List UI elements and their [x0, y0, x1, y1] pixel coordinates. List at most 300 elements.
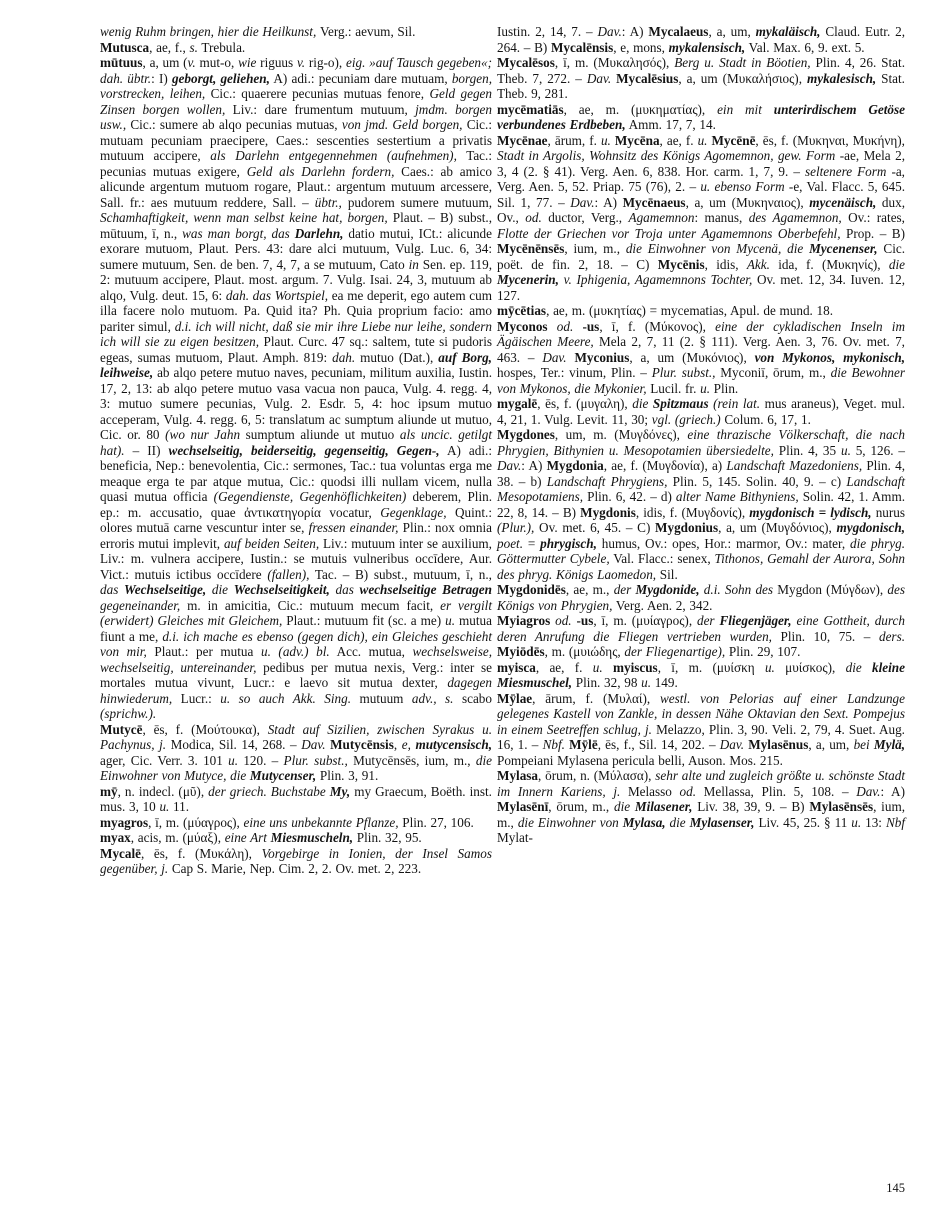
text-run: v.: [296, 55, 306, 70]
text-run: was man borgt, das: [182, 225, 295, 241]
text-run: Milasener,: [634, 799, 693, 814]
text-run: Acc. mutua,: [329, 644, 413, 659]
text-run: Plin.: [709, 380, 739, 396]
dictionary-entry: [100, 722, 492, 784]
text-run: als Darlehn entgegennehmen (aufnehmen),: [210, 148, 457, 163]
text-run: u.: [700, 380, 710, 396]
text-run: Lucr.:: [172, 690, 221, 706]
text-run: ager, Cic. Verr. 3. 101: [100, 752, 229, 768]
text-run: seltenere Form: [804, 163, 887, 179]
text-run: dah. das Wortspiel,: [225, 287, 329, 303]
text-run: : A): [594, 194, 623, 210]
text-run: Mȳlē: [569, 737, 598, 752]
text-run: -us: [582, 318, 600, 334]
text-run: Mycenerin,: [497, 272, 559, 287]
text-run: Dav.: [719, 737, 745, 752]
text-run: Landschaft Mazedoniens,: [726, 458, 863, 473]
dictionary-entry: [497, 660, 905, 691]
text-run: Mylasenser,: [689, 814, 755, 830]
text-run: Mela 2, 7, 11 (2. § 111). Verg. Aen. 3, 76. Ov. met. 7, 463. –: [497, 334, 905, 365]
text-run: Mygdonide,: [635, 582, 700, 597]
text-run: , um, m. (Μυγδόνες),: [554, 427, 688, 442]
text-run: Verg.: aevum, Sil.: [319, 24, 416, 39]
text-run: Lucil. fr.: [646, 380, 701, 396]
text-run: Liv.: mutuum inter se auxilium, Liv.: m. vulnera accipere, Iustin.: se mutuis vulneribus occīdere, Aur. Vict.: mutuis ictibus occīdere: [100, 535, 492, 582]
dictionary-entry: [100, 784, 492, 815]
text-run: : A): [621, 24, 649, 39]
text-run: wechselseitige Betragen: [359, 582, 492, 597]
text-run: , ēs, f. (Μυκάλη),: [141, 845, 262, 861]
text-run: u.: [840, 442, 851, 458]
text-run: mus araneus), Veget. mul. 4, 21, 1. Vulg. Levit. 11, 30;: [497, 396, 905, 427]
text-run: myiscus: [612, 659, 658, 675]
text-run: die phryg. Göttermutter Cybele,: [497, 535, 906, 566]
text-run: Cic.: mutuam pecuniam praecipere, Caes.: sescenties sestertium a privatis mutuum accipere,: [100, 117, 492, 163]
text-run: d.i. Sohn des: [699, 582, 778, 597]
text-run: Mutycenser,: [249, 768, 317, 783]
text-run: die Einwohner von Mutyce, die: [100, 752, 492, 783]
text-run: mygdonisch = lydisch,: [749, 504, 872, 520]
text-run: Amm. 17, 7, 14.: [625, 117, 716, 132]
text-run: phrygisch,: [540, 535, 597, 551]
text-run: Ov.: rates,: [841, 210, 905, 225]
text-run: wechselsweise, wechselseitig, untereinander,: [100, 644, 492, 675]
text-run: u.: [600, 132, 611, 148]
text-run: Mycēnis: [657, 256, 705, 272]
text-run: , ōrum, n. (Μύλασα),: [538, 768, 656, 783]
text-run: Trebula.: [197, 39, 246, 55]
text-run: pedibus per mutua nexis, Verg.: inter se mortales mutua vivunt, Lucr.: e laevo sit mutua dexter,: [100, 659, 492, 690]
text-run: Myconiī, ōrum, m.,: [715, 365, 831, 380]
text-run: Dav.: [856, 783, 881, 799]
text-run: Mylä,: [873, 737, 906, 752]
text-run: Myiagros: [497, 613, 551, 628]
text-run: , ēs, f. (Μυκηναι, Μυκήνη),: [755, 132, 905, 148]
text-run: gegeneinander,: [100, 597, 181, 613]
text-run: Caes.: ab amico alicunde argentum mutuom rogare, Plaut.: argentum mutuum arcessere, Sall. fr.: aes mutuum reddere, Sall. –: [100, 163, 493, 210]
text-run: Mylasēnsēs: [809, 799, 874, 814]
text-run: Plaut. – B) subst., mūtuum, ī, n.,: [100, 210, 492, 241]
text-run: , idis,: [704, 256, 747, 272]
text-run: Gegenklage,: [380, 504, 447, 520]
text-run: Landschaft Mesopotamiens,: [497, 473, 905, 504]
text-run: -us: [576, 613, 594, 628]
text-run: Val. Max. 6, 9. ext. 5.: [745, 39, 865, 55]
text-run: Val. Flacc.: senex,: [609, 551, 715, 566]
text-run: u.: [592, 659, 603, 675]
dictionary-entry: [497, 319, 905, 397]
dictionary-entry: [497, 303, 905, 319]
text-run: scabo: [453, 690, 492, 706]
text-run: Tac.: pecunias mutuas exigere,: [100, 148, 492, 179]
text-run: Plin. 4, 26. Stat. Theb. 7, 272. –: [497, 55, 905, 86]
text-run: eine der cykladischen Inseln im Ägäischen Meere,: [497, 318, 905, 349]
text-run: od.: [556, 318, 574, 334]
text-run: rig-o),: [305, 55, 346, 70]
text-run: e,: [401, 737, 411, 752]
dictionary-entry: [497, 427, 905, 582]
dictionary-entry: [100, 846, 492, 877]
text-run: westl. von Pelorias auf einer Landzunge gelegenes Kastell von Zankle, in dessen Nähe Oktavian den Sext. Pompejus in einem Seetreffen schlug, j.: [497, 690, 905, 737]
text-run: Quint.: olores mutuā carne vescuntur inter se,: [100, 504, 492, 535]
dictionary-entry: [100, 24, 492, 40]
text-run: -a, Verg. Aen. 5, 52. Priap. 75 (76), 2. –: [497, 163, 905, 194]
text-run: 5, 126. –: [850, 442, 905, 458]
text-run: auf beiden Seiten,: [223, 535, 320, 551]
text-run: , ae, f. (Μυγδονία), a): [603, 458, 727, 473]
text-run: Mylat-: [497, 830, 533, 845]
text-run: Plin. 5, 145. Solin. 40, 9. – c): [667, 473, 847, 489]
text-run: , ium, m.,: [564, 241, 626, 256]
text-run: , ēs, f. (μυγαλη),: [537, 396, 633, 411]
text-run: od.: [525, 210, 542, 225]
text-run: , ae, m. (μυκητίας) = mycematias, Apul. de mund. 18.: [546, 303, 834, 318]
text-run: u.: [445, 613, 455, 628]
text-run: wenig Ruhm bringen, hier die Heilkunst,: [100, 24, 320, 39]
text-run: A) adi.: pecuniam dare mutuam,: [269, 70, 452, 86]
text-run: dah.: [332, 349, 356, 365]
text-run: eig. »auf Tausch gegeben«; dah. übtr.: [100, 55, 492, 86]
text-run: d.i. ich will nicht, daß sie mir ihre Liebe nur leihe, sondern ich will sie zu eigen besitzen,: [100, 318, 492, 349]
text-run: Colum. 6, 17, 1.: [720, 411, 811, 427]
text-run: m. in amicitia, Cic.: mutuum mecum facit,: [180, 597, 441, 613]
text-run: , ēs, f. (Μούτουκα),: [142, 721, 268, 737]
text-run: Berg u. Stadt in Böotien,: [674, 55, 811, 70]
text-run: (Gegendienste, Gegenhöflichkeiten): [213, 489, 407, 504]
text-run: ders.: [878, 628, 905, 644]
text-run: my Graecum, Boëth. inst. mus. 3, 10: [100, 783, 492, 814]
text-run: Dav.: [586, 70, 612, 86]
text-run: , ae, m.,: [565, 582, 614, 597]
text-run: humus, Ov.: opes, Hor.: marmor, Ov.: mater,: [596, 535, 850, 551]
text-run: Pompeiani Mylasena pericula belli, Auson. Mos. 215.: [497, 752, 783, 768]
text-run: u. ebenso Form: [700, 179, 785, 194]
text-run: Vorgebirge in Ionien, der Insel Samos gegenüber, j.: [100, 845, 492, 876]
text-run: u.: [228, 752, 239, 768]
text-run: wechselseitig, beiderseitig, gegenseitig, Gegen-,: [168, 442, 440, 458]
text-run: : A): [521, 458, 547, 473]
text-run: ein mit: [717, 101, 774, 117]
text-run: adv., s.: [411, 690, 454, 706]
text-run: Landschaft Phrygiens,: [546, 473, 668, 489]
dictionary-entry: [100, 830, 492, 846]
text-run: übtr.,: [314, 194, 342, 210]
text-run: : I): [151, 70, 172, 86]
text-run: , ī, m. (μύαγρος),: [148, 814, 244, 830]
text-run: , a, um (Μυκηναιος),: [685, 194, 810, 210]
text-run: fressen einander,: [308, 520, 399, 535]
text-run: Modica, Sil. 14, 268. –: [166, 737, 302, 752]
text-run: u.: [697, 132, 708, 148]
text-run: (wo nur Jahn: [165, 427, 241, 442]
text-run: u.: [159, 799, 170, 814]
text-run: A) adi.: beneficia, Nep.: benevolentia, Cic.: sermones, Tac.: tua voluntas erga me meaque erga te par atque mutua, Cic.: quodsi illi nullam vicem, nulla quasi mutua officia: [100, 442, 493, 504]
text-run: , ae, f.: [535, 659, 593, 675]
text-run: von Mykonos, mykonisch,: [754, 349, 906, 365]
text-run: u.: [851, 814, 862, 830]
text-run: Tac. – B) subst., mutuum, ī, n.,: [309, 566, 492, 582]
text-run: mutua fiunt a me,: [100, 613, 492, 644]
text-run: Mellassa, Plin. 5, 108. –: [696, 783, 857, 799]
text-run: v. Iphigenia, Agamemnons Tochter,: [558, 272, 753, 287]
text-run: , a, um (Μυκαλήσιος),: [678, 70, 807, 86]
text-run: mygalē: [497, 396, 538, 411]
text-run: mykalesisch,: [806, 70, 877, 86]
text-run: Nbf: [885, 814, 905, 830]
dictionary-entry: [497, 396, 905, 427]
text-run: , ī, f. (Μύκονος),: [599, 318, 716, 334]
text-run: die Einwohner von Mycenä, die: [625, 241, 810, 256]
text-run: alter Name Bithyniens,: [675, 489, 799, 504]
text-run: Mygdon (Μύγδων),: [777, 582, 888, 597]
text-run: eine Gottheit, durch deren Anrufung die Fliegen vertrieben wurden,: [497, 613, 905, 644]
text-run: das: [100, 582, 125, 597]
text-run: , ae, f.,: [149, 39, 190, 55]
text-run: (rein lat.: [708, 396, 761, 411]
text-run: : A): [880, 783, 905, 799]
text-run: wie: [238, 55, 257, 70]
text-run: dagegen hinwiederum,: [100, 675, 492, 706]
text-run: borgen, vorstrecken, leihen,: [100, 70, 492, 101]
text-run: – II): [124, 442, 169, 458]
text-run: Myiōdēs: [497, 644, 545, 659]
text-run: Mygdonis: [580, 504, 636, 520]
text-run: die: [632, 396, 653, 411]
text-run: der griech. Buchstabe: [208, 783, 330, 799]
text-run: (fallen),: [267, 566, 310, 582]
text-run: Mycēnaeus: [622, 194, 686, 210]
text-run: , ī, m. (Μυκαλησός),: [554, 55, 675, 70]
text-run: sumptum aliunde ut mutuo: [240, 427, 400, 442]
text-run: Akk.: [746, 256, 770, 272]
text-run: Stat. Theb. 9, 281.: [497, 70, 905, 101]
text-run: auf Borg, leihweise,: [100, 349, 492, 380]
text-run: Dav.: [301, 737, 326, 752]
text-run: mȳ: [100, 783, 118, 799]
right-column: [497, 24, 905, 846]
text-run: , e, mons,: [613, 39, 669, 55]
text-run: Plaut. Curc. 47 sq.: saltem, tute si pudoris egeas, sumas mutuom, Plaut. Amph. 819:: [100, 334, 492, 365]
text-run: Stadt auf Sizilien, zwischen Syrakus u. Pachynus, j.: [100, 721, 492, 752]
text-run: Mylasa: [497, 768, 539, 783]
text-run: d.i. ich mache es ebenso (gegen dich), ein Gleiches geschieht von mir,: [100, 628, 493, 659]
text-run: Plin. 4, 35: [773, 442, 841, 458]
text-run: ,: [393, 737, 402, 752]
text-run: geborgt, geliehen,: [171, 70, 270, 86]
dictionary-entry: [497, 133, 905, 304]
text-run: Mycalēsius: [616, 70, 679, 86]
text-run: 149.: [651, 675, 678, 690]
text-run: Mȳlae: [497, 690, 533, 706]
text-run: ida, f. (Μυκηνίς),: [769, 256, 889, 272]
text-run: Wechselseitige,: [124, 582, 207, 597]
text-run: mutycensisch,: [415, 737, 493, 752]
text-run: Dav.: [597, 24, 622, 39]
text-run: Spitzmaus: [652, 396, 709, 411]
text-run: ea me deperit, ego autem cum illa facere nolo mutuom. Pa. Quid ita? Ph. Quia proprium facio: amo pariter simul,: [100, 287, 492, 334]
text-run: Mutycēnsēs, ium, m.,: [347, 752, 476, 768]
text-run: s.: [189, 39, 198, 55]
text-run: , n. indecl. (μῦ),: [117, 783, 209, 799]
text-run: [603, 660, 613, 675]
left-column: [100, 24, 492, 877]
text-run: : manus,: [694, 210, 749, 225]
text-run: Myconos: [497, 318, 548, 334]
text-run: Plin. 10, 75. –: [771, 628, 879, 644]
text-run: jmdm. borgen usw.,: [100, 101, 492, 132]
text-run: myax: [100, 830, 131, 845]
text-run: mykalensisch,: [668, 39, 746, 55]
text-run: mut-o,: [195, 55, 239, 70]
text-run: Mylasa,: [622, 814, 666, 830]
text-run: Plin. 3, 91.: [316, 768, 379, 783]
page-number: 145: [886, 1181, 905, 1195]
text-run: , a, um,: [808, 737, 854, 752]
text-run: eine thrazische Völkerschaft, die nach Phrygien, Bithynien u. Mesopotamien übersiedelte,: [497, 427, 905, 458]
text-run: nurus: [871, 504, 905, 520]
text-run: Plin. 27, 106.: [398, 814, 474, 830]
text-run: myisca: [497, 659, 536, 675]
text-run: ab alqo petere mutuo naves, pecuniam, militum auxilia, Iustin. 17, 2, 13: ab alqo petere mutuo vasa vacua non pauca, Vulg. 4. regg. 4, 3: mutuo sumere pecunias, Vulg. 2. Esdr. 5, 4: hoc ipsum mutuo acceperam, Vulg. 4. regg. 6, 5: translatum ac sumptum aliunde ut mutuo, Cic. or. 80: [100, 365, 492, 442]
text-run: =: [523, 535, 541, 551]
text-run: Mylasēnī: [497, 799, 549, 814]
text-run: Mycalēnsis: [550, 39, 614, 55]
text-run: , ārum, f.: [547, 132, 601, 148]
text-run: My,: [329, 783, 351, 799]
text-run: Plin. 32, 95.: [353, 830, 422, 845]
text-run: Ov. met. 6, 45. – C): [534, 520, 656, 535]
text-run: deberem, Plin. ep.: m. accusatio, quae ἀντικατηγορία vocatur,: [100, 489, 493, 520]
text-run: Mygdonidēs: [497, 582, 566, 597]
text-run: ductor, Verg.,: [541, 210, 629, 225]
text-run: die: [665, 814, 690, 830]
text-run: Mycenenser,: [809, 241, 878, 256]
text-run: Mylasēnus: [748, 737, 809, 752]
text-run: bei: [853, 737, 874, 752]
text-run: [548, 319, 557, 334]
text-run: das: [329, 582, 360, 597]
text-run: , idis, f. (Μυγδονίς),: [635, 504, 750, 520]
text-run: -ae, Mela 2, 3, 4 (2. § 41). Verg. Aen. 6, 838. Hor. carm. 1, 7, 9. –: [497, 148, 905, 179]
text-run: mutuo (Dat.),: [355, 349, 439, 365]
text-run: , ae, m. (μυκηματίας),: [563, 101, 718, 117]
text-run: der: [696, 613, 720, 628]
text-run: Tithonos, Gemahl der Aurora, Sohn des phryg. Königs Laomedon,: [497, 551, 906, 582]
text-run: mygdonisch,: [836, 520, 905, 535]
text-run: Agamemnon: [628, 210, 695, 225]
text-run: u. (adv.) bl.: [260, 644, 330, 659]
text-run: Mutycēnsis: [330, 737, 394, 752]
text-run: Cic.: sumere ab alqo pecunias mutuas,: [126, 117, 342, 132]
text-run: Plin.: nox omnia erroris mutui implevit,: [100, 520, 492, 551]
text-run: Mycēnae: [497, 132, 548, 148]
text-run: Stadt in Argolis, Wohnsitz des Königs Agomemnon, gew. Form: [497, 148, 836, 163]
text-run: Liv.: dare frumentum mutuum,: [225, 101, 416, 117]
text-run: Cic.: quaerere pecunias mutuas fenore,: [205, 86, 430, 101]
text-run: Miesmuscheln,: [270, 830, 354, 845]
text-run: od.: [679, 783, 697, 799]
text-run: dux, Ov.,: [497, 194, 905, 225]
text-run: mycēmatiās: [497, 101, 564, 117]
text-run: Cap S. Marie, Nep. Cim. 2, 2. Ov. met. 2, 223.: [168, 861, 422, 876]
text-run: , a, um (: [142, 55, 188, 70]
text-run: , ī, m. (μυίαγρος),: [593, 613, 697, 628]
text-run: sehr alte und zugleich größte u. schönste Stadt im Innern Kariens, j.: [497, 768, 905, 799]
text-run: Mycēnēnsēs: [497, 241, 565, 256]
text-run: eine uns unbekannte Pflanze,: [243, 814, 399, 830]
dictionary-entry: [497, 691, 905, 769]
text-run: des Königs von Phrygien,: [497, 582, 906, 613]
text-run: der: [613, 582, 636, 597]
text-run: Mygdonius: [655, 520, 719, 535]
dictionary-entry: [100, 55, 492, 722]
text-run: (sprichw.).: [100, 706, 157, 721]
text-run: Mycalēsos: [497, 55, 555, 70]
text-run: , ī, m. (μυίσκη: [657, 659, 765, 675]
text-run: die: [206, 582, 234, 597]
text-run: mūtuus: [100, 55, 143, 70]
dictionary-entry: [100, 815, 492, 831]
text-run: Cic. poët. de fin. 2, 18. – C): [497, 241, 906, 272]
text-run: Plaut.: mutuum fit (sc. a me): [282, 613, 446, 628]
text-run: Mutusca: [100, 39, 150, 55]
text-run: u. so auch Akk. Sing.: [220, 690, 351, 706]
text-run: Claud. Eutr. 2, 264. – B): [497, 24, 906, 55]
text-run: -e, Val. Flacc. 5, 645. Sil. 1, 77. –: [497, 179, 905, 210]
text-run: Melazzo, Plin. 3, 90. Veli. 2, 79, 4. Suet. Aug. 16, 1. –: [497, 721, 905, 752]
text-run: mȳcētias: [497, 303, 547, 318]
text-run: die Bewohner von Mykonos, die Mykonier,: [497, 365, 906, 396]
text-run: Geld gegen Zinsen borgen wollen,: [100, 86, 492, 117]
text-run: Mygdonia: [546, 458, 604, 473]
text-run: Plin. 29, 107.: [725, 644, 801, 659]
text-run: mutuum: [351, 690, 412, 706]
text-run: od.: [555, 613, 572, 628]
text-run: von jmd. Geld borgen,: [341, 117, 463, 132]
text-run: Verg. Aen. 2, 342.: [612, 597, 713, 613]
text-run: die Einwohner von: [517, 814, 623, 830]
text-run: Flotte der Griechen vor Troja unter Agamemnons Oberbefehl,: [497, 225, 841, 241]
text-run: als uncic. getilgt hat).: [100, 427, 492, 458]
text-run: poet.: [497, 535, 524, 551]
dictionary-entry: [497, 24, 905, 55]
text-run: Mutycē: [100, 721, 143, 737]
text-run: Geld als Darlehn fordern,: [246, 163, 395, 179]
text-run: Dav.: [570, 194, 595, 210]
text-run: datio mutui, ICt.: alicunde exorare mutuom, Plaut. Pers. 43: dare alci mutuum, Vulg. Luc. 6, 34: sumere mutuum, Sen. de ben. 7, 4, 7, a se mutuum, Cato: [100, 225, 493, 272]
text-run: Dav.: [497, 458, 522, 473]
text-run: Plin. 6, 42. – d): [583, 489, 676, 504]
text-run: Mycalē: [100, 845, 142, 861]
text-run: Mycēna: [614, 132, 660, 148]
text-run: Plur. subst.,: [283, 752, 348, 768]
text-run: unterirdischem Getöse verbundenes Erdbeben,: [497, 101, 906, 132]
text-run: Mygdones: [497, 427, 555, 442]
text-run: Mycēnē: [711, 132, 756, 148]
text-run: , m. (μυιώδης,: [544, 644, 625, 659]
text-run: u.: [641, 675, 652, 690]
text-run: , ōrum, m.,: [548, 799, 614, 814]
text-run: μυίσκος),: [774, 659, 846, 675]
text-run: Ov. met. 12, 34. Iuven. 12, 127.: [497, 272, 905, 303]
text-run: riguus: [256, 55, 297, 70]
text-run: kleine Miesmuschel,: [497, 659, 905, 690]
dictionary-entry: [497, 582, 905, 613]
text-run: eine Art: [224, 830, 271, 845]
text-run: mycenäisch,: [809, 194, 877, 210]
text-run: Melasso: [620, 783, 680, 799]
text-run: Solin. 42, 1. Amm. 22, 8, 14. – B): [497, 489, 905, 520]
